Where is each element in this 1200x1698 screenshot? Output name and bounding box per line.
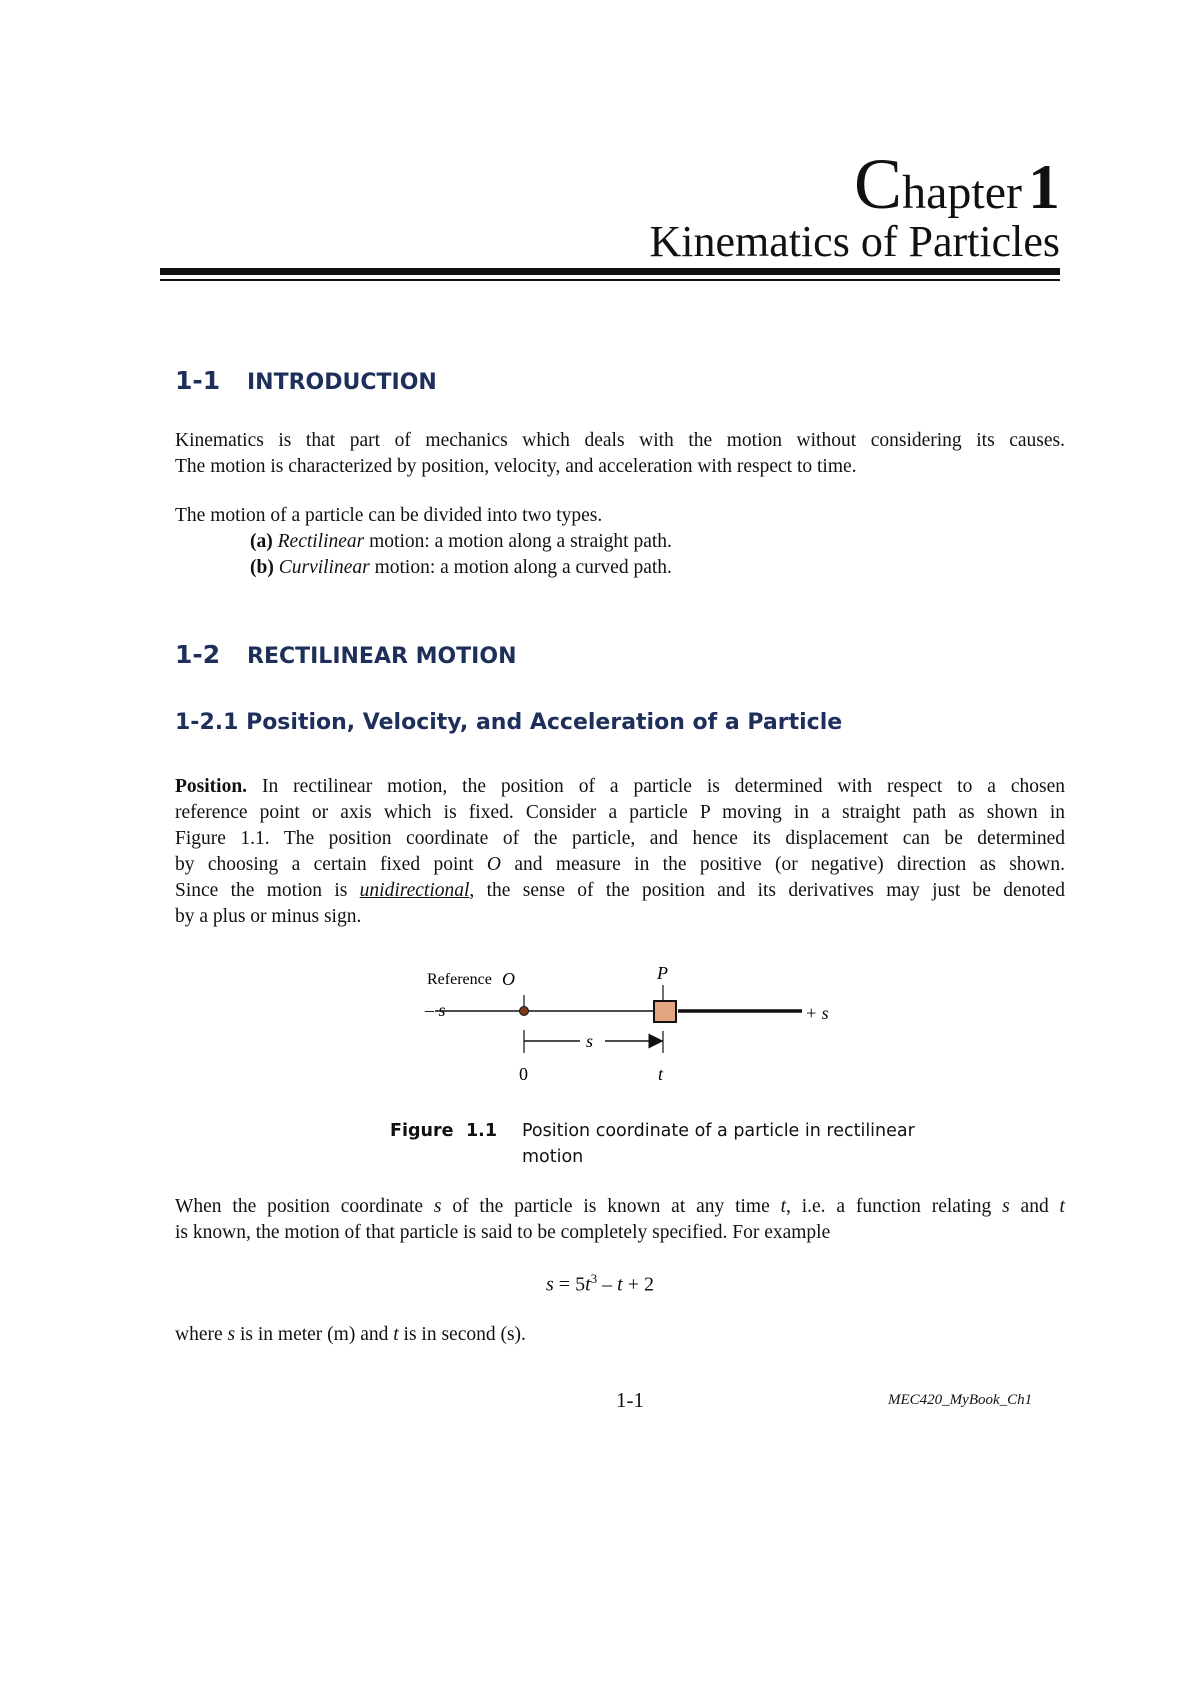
symbol-t: t (1059, 1196, 1065, 1217)
text-line: The motion is characterized by position, velocity, and acceleration with respect to time. (175, 456, 857, 477)
text-span: by choosing a certain fixed point (175, 854, 487, 875)
origin-time-label: 0 (519, 1064, 528, 1084)
text-span: and (1009, 1196, 1060, 1217)
text-line: Kinematics is that part of mechanics which deals with the motion without considering its causes. (175, 430, 1065, 451)
section-title: RECTILINEAR MOTION (247, 644, 517, 669)
section-number: 1-2 (175, 640, 221, 669)
subsection-heading: 1-2.1 Position, Velocity, and Acceleration of a Particle (175, 710, 843, 735)
text-span: of the particle is known at any time (441, 1196, 781, 1217)
term-curvilinear: Curvilinear (278, 557, 370, 578)
origin-point (520, 1007, 529, 1016)
position-diagram (400, 955, 860, 1095)
text-span: , the sense of the position and its derivatives may just be denoted (469, 880, 1066, 901)
reference-label: Reference (427, 971, 492, 988)
eq-symbol-t: t (617, 1273, 623, 1296)
text-span: and measure in the positive (or negative) direction as shown. (500, 854, 1065, 875)
section-heading-rectilinear-motion (175, 640, 516, 669)
text-line: reference point or axis which is fixed. Consider a particle P moving in a straight path as shown in (175, 802, 1065, 823)
symbol-s: s (433, 1196, 442, 1217)
chapter-heading (854, 144, 1060, 224)
list-item-curvilinear (250, 555, 672, 581)
term-unidirectional: unidirectional (359, 880, 470, 901)
eq-symbol-s: s (546, 1273, 554, 1296)
reference-symbol: O (502, 969, 515, 989)
section-number: 1-1 (175, 366, 221, 395)
text-span: When the position coordinate (175, 1196, 434, 1217)
eq-text: = 5 (553, 1273, 586, 1296)
term-rectilinear: Rectilinear (277, 531, 365, 552)
header-rule-thin (160, 279, 1060, 281)
text-line: The motion of a particle can be divided into two types. (175, 505, 603, 526)
chapter-initial: C (854, 144, 903, 224)
symbol-o: O (486, 854, 501, 875)
symbol-t: t (780, 1196, 786, 1217)
header-rule-thick (160, 268, 1060, 275)
list-item-rectilinear (250, 529, 672, 555)
text-line (175, 774, 1065, 800)
positive-axis-label: + s (805, 1003, 829, 1023)
equation (0, 1271, 1200, 1297)
list-text: motion: a motion along a straight path. (364, 531, 672, 552)
text-span: , i.e. a function relating (786, 1196, 1003, 1217)
position-paragraph (175, 774, 1065, 930)
caption-text: Position coordinate of a particle in rectilinear motion (522, 1121, 915, 1167)
intro-paragraph (175, 428, 1065, 480)
text-line: Figure 1.1. The position coordinate of the particle, and hence its displacement can be determined (175, 828, 1065, 849)
list-label: (b) (250, 557, 274, 578)
eq-text: – (597, 1273, 618, 1296)
symbol-t: t (393, 1324, 399, 1345)
text-line: is known, the motion of that particle is said to be completely specified. For example (175, 1222, 831, 1243)
symbol-s: s (227, 1324, 236, 1345)
list-text: motion: a motion along a curved path. (369, 557, 672, 578)
text-span: In rectilinear motion, the position of a particle is determined with respect to a chosen (247, 776, 1065, 797)
particle-label: P (657, 963, 668, 983)
figure-caption (390, 1118, 950, 1170)
particle-box (654, 1001, 676, 1022)
eq-symbol-t: t (585, 1273, 591, 1296)
text-span: Since the motion is (175, 880, 360, 901)
section-heading-introduction (175, 366, 437, 395)
displacement-label: s (586, 1031, 594, 1051)
chapter-number: 1 (1028, 151, 1060, 222)
chapter-word: hapter (902, 166, 1022, 219)
text-line (175, 852, 1065, 878)
position-lead: Position. (175, 776, 248, 797)
page-number: 1-1 (616, 1388, 644, 1412)
units-paragraph (175, 1322, 1065, 1348)
eq-text: + 2 (622, 1273, 654, 1296)
time-label: t (658, 1064, 664, 1084)
eq-exponent: 3 (590, 1271, 598, 1286)
negative-axis-label: – s (425, 1000, 446, 1020)
caption-number: 1.1 (466, 1121, 498, 1141)
text-span: is in meter (m) and (235, 1324, 394, 1345)
list-label: (a) (250, 531, 273, 552)
text-span: where (175, 1324, 228, 1345)
symbol-s: s (1002, 1196, 1010, 1217)
text-line: by a plus or minus sign. (175, 906, 362, 927)
text-span: is in second (s). (398, 1324, 526, 1345)
types-paragraph (175, 503, 1065, 529)
caption-label: Figure (390, 1121, 454, 1141)
chapter-title: Kinematics of Particles (649, 217, 1060, 266)
footer-code: MEC420_MyBook_Ch1 (888, 1392, 1033, 1408)
text-line (175, 878, 1065, 904)
text-line (175, 1194, 1065, 1220)
section-title: INTRODUCTION (247, 370, 437, 395)
specification-paragraph (175, 1194, 1065, 1246)
text-line (175, 1322, 1065, 1348)
